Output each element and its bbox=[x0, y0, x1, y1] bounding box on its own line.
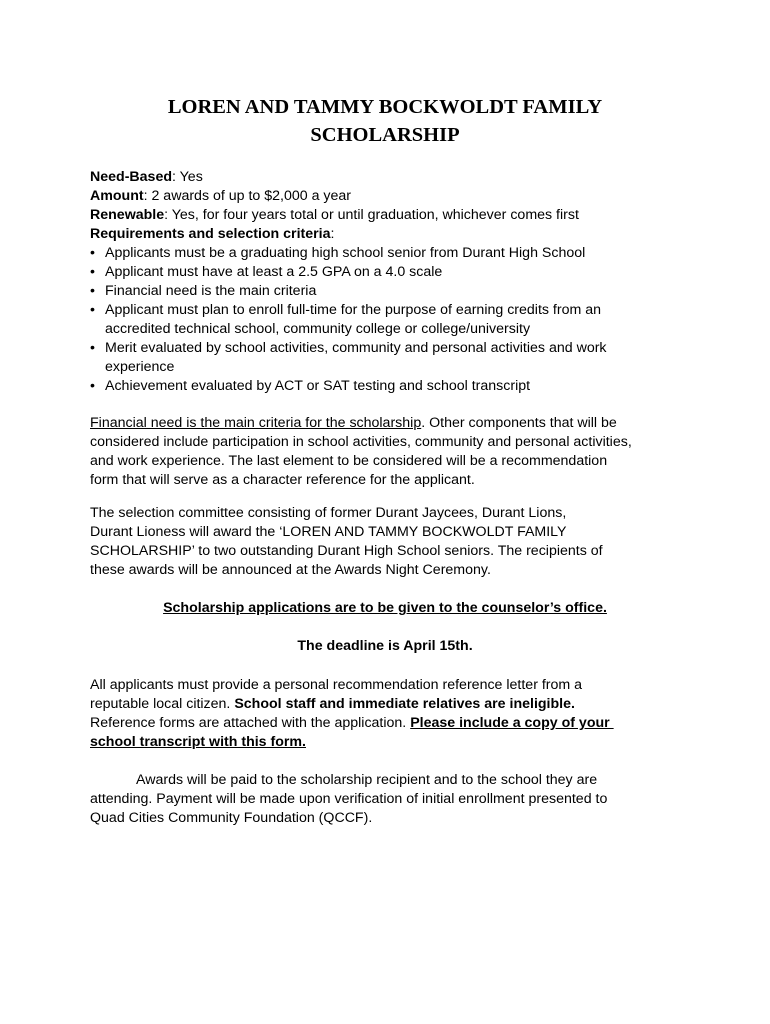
committee-line-1: The selection committee consisting of former Durant Jaycees, Durant Lions, bbox=[90, 505, 567, 521]
include-copy-notice-your: your bbox=[574, 715, 614, 731]
requirement-item bbox=[90, 282, 690, 301]
title-line-1: LOREN AND TAMMY BOCKWOLDT FAMILY bbox=[167, 96, 603, 118]
bullet-icon: • bbox=[90, 378, 95, 394]
requirement-item bbox=[90, 339, 690, 377]
need-based-row bbox=[90, 168, 690, 187]
reference-line-3 bbox=[90, 714, 690, 733]
requirement-item bbox=[90, 263, 690, 282]
awards-line-2: attending. Payment will be made upon verification of initial enrollment presented to bbox=[90, 791, 608, 807]
awards-line-1: Awards will be paid to the scholarship recipient and to the school they are bbox=[136, 772, 598, 788]
requirement-item bbox=[90, 301, 690, 339]
requirement-text: Financial need is the main criteria bbox=[105, 283, 317, 299]
financial-paragraph bbox=[90, 414, 690, 490]
reference-line-2 bbox=[90, 695, 690, 714]
reference-line-2-plain: reputable local citizen. bbox=[90, 696, 235, 712]
reference-line-1: All applicants must provide a personal recommendation reference letter from a bbox=[90, 677, 583, 693]
need-based-label: Need-Based bbox=[90, 169, 173, 185]
requirement-text: experience bbox=[105, 359, 175, 375]
requirement-text: Merit evaluated by school activities, community and personal activities and work bbox=[105, 340, 607, 356]
committee-line-3: SCHOLARSHIP’ to two outstanding Durant High School seniors. The recipients of bbox=[90, 543, 603, 559]
financial-line-1-rest: . Other components that will be bbox=[421, 415, 617, 431]
deadline-notice: The deadline is April 15th. bbox=[297, 638, 473, 654]
financial-line-2: considered include participation in school activities, community and personal activities, bbox=[90, 434, 632, 450]
renewable-label: Renewable bbox=[90, 207, 165, 223]
amount-value: : 2 awards of up to $2,000 a year bbox=[143, 188, 352, 204]
financial-line-3: and work experience. The last element to be considered will be a recommendation bbox=[90, 453, 608, 469]
committee-paragraph bbox=[90, 504, 690, 580]
requirements-list bbox=[90, 244, 690, 396]
bullet-icon: • bbox=[90, 302, 95, 318]
requirements-label: Requirements and selection criteria bbox=[90, 226, 331, 242]
requirement-item bbox=[90, 377, 690, 396]
committee-line-4: these awards will be announced at the Awards Night Ceremony. bbox=[90, 562, 491, 578]
requirement-item bbox=[90, 244, 690, 263]
transcript-notice: school transcript with this form. bbox=[90, 734, 306, 750]
financial-line-1 bbox=[90, 414, 690, 433]
page-title bbox=[0, 93, 770, 149]
bullet-icon: • bbox=[90, 340, 95, 356]
applications-notice: Scholarship applications are to be given to the counselor’s office. bbox=[163, 600, 607, 616]
requirement-text: Achievement evaluated by ACT or SAT testing and school transcript bbox=[105, 378, 531, 394]
need-based-value: : Yes bbox=[172, 169, 203, 185]
requirements-colon: : bbox=[330, 226, 335, 242]
summary-section bbox=[90, 168, 690, 396]
awards-paragraph bbox=[90, 771, 690, 828]
bullet-icon: • bbox=[90, 283, 95, 299]
title-line-2: SCHOLARSHIP bbox=[310, 124, 460, 146]
requirements-heading bbox=[90, 225, 690, 244]
requirement-text: Applicants must be a graduating high school senior from Durant High School bbox=[105, 245, 586, 261]
ineligible-notice: School staff and immediate relatives are ineligible. bbox=[234, 696, 575, 712]
awards-line-3: Quad Cities Community Foundation (QCCF). bbox=[90, 810, 373, 826]
requirement-text: accredited technical school, community college or college/university bbox=[105, 321, 531, 337]
requirement-text: Applicant must have at least a 2.5 GPA on a 4.0 scale bbox=[105, 264, 443, 280]
committee-line-2: Durant Lioness will award the ‘LOREN AND TAMMY BOCKWOLDT FAMILY bbox=[90, 524, 567, 540]
bullet-icon: • bbox=[90, 245, 95, 261]
reference-paragraph bbox=[90, 676, 690, 752]
financial-need-underlined: Financial need is the main criteria for the scholarship bbox=[90, 415, 422, 431]
amount-row bbox=[90, 187, 690, 206]
financial-line-4: form that will serve as a character reference for the applicant. bbox=[90, 472, 475, 488]
bullet-icon: • bbox=[90, 264, 95, 280]
reference-line-3-plain: Reference forms are attached with the application. bbox=[90, 715, 411, 731]
requirement-text: Applicant must plan to enroll full-time for the purpose of earning credits from an bbox=[105, 302, 602, 318]
renewable-row bbox=[90, 206, 690, 225]
renewable-value: : Yes, for four years total or until graduation, whichever comes first bbox=[164, 207, 579, 223]
include-copy-notice: Please include a copy of bbox=[410, 715, 575, 731]
amount-label: Amount bbox=[90, 188, 144, 204]
